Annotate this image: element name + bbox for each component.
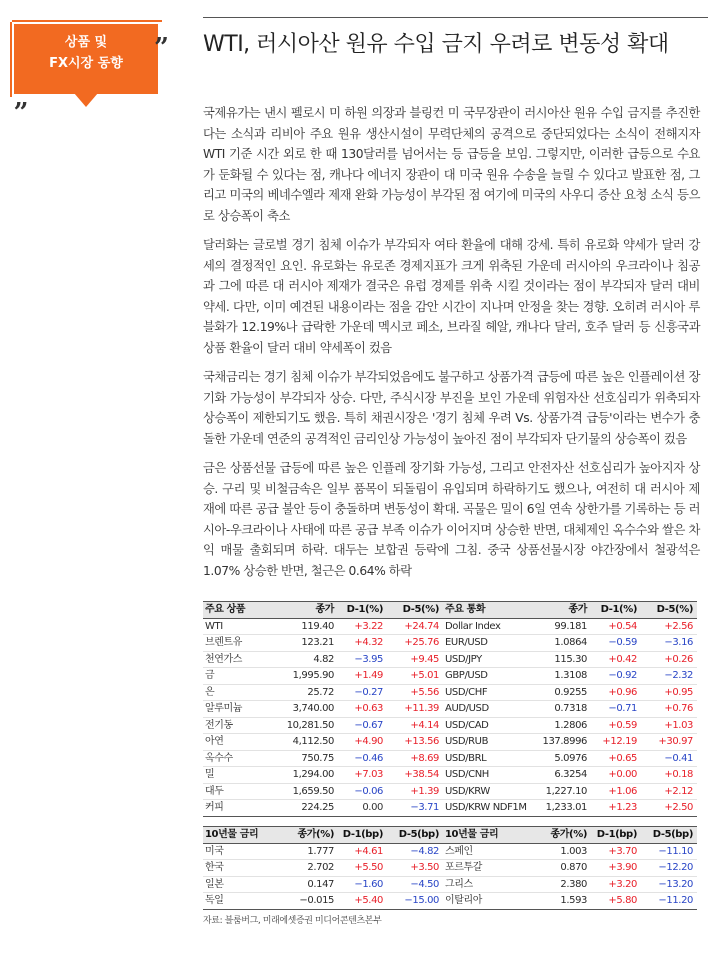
paragraph-metals: 금은 상품선물 급등에 따른 높은 인플레 장기화 가능성, 그리고 안전자산 선호심리가 높아지자 상승. 구리 및 비철금속은 일부 품목이 되돌림이 유입되며 하락하기도 했으나, 여전히 대 러시아 제재에 따른 공급 불안 등이 충돌하며 변동성이 확대. 곡물은 밀이 6일 연속 상한가를 기록하는 등 러시아-우크라이나 사태에 따른 공급 부족 이슈가 이어지며 상승한 반면, 대체제인 옥수수와 쌀은 차익 매물 출회되며 하락. 대두는 보합권 등락에 그침. 중국 상품선물시장 야간장에서 철광석은 1.07% 상승한 반면, 철근은 0.64% 하락 xyxy=(203,461,701,578)
table-cell: 224.25 xyxy=(265,800,338,817)
table-row xyxy=(203,618,697,635)
table-cell: 1,659.50 xyxy=(265,783,338,800)
table-row xyxy=(203,684,697,701)
table-cell: 옥수수 xyxy=(203,750,265,767)
table-row xyxy=(203,668,697,685)
table-cell: USD/KRW NDF1M xyxy=(443,800,527,817)
page-title: WTI, 러시아산 원유 수입 금지 우려로 변동성 확대 xyxy=(203,32,669,57)
table-cell: −0.46 xyxy=(338,750,387,767)
table-cell: 25.72 xyxy=(265,684,338,701)
commodity-fx-table xyxy=(203,601,697,817)
table-cell: −0.015 xyxy=(265,893,338,910)
paragraph-oil: 국제유가는 낸시 펠로시 미 하원 의장과 블링컨 미 국무장관이 러시아산 원유 수입 금지를 추진한다는 소식과 리비아 주요 원유 생산시설이 무력단체의 공격으로 중단되었다는 소식이 전해지자 WTI 기준 시간 외로 한 때 130달러를 넘어서는 등 급등을 보임. 그렇지만, 이러한 급등으로 수요가 둔화될 수 있다는 점, 캐나다 에너지 장관이 대 미국 원유 수송을 늘릴 수 있다고 발표한 점, 그리고 미국의 베네수엘라 제재 완화 가능성이 부각된 점 여기에 미국의 사우디 증산 요청 소식 등으로 상승폭이 축소 xyxy=(203,106,700,223)
table-cell: 전기동 xyxy=(203,717,265,734)
table-cell: 은 xyxy=(203,684,265,701)
table-cell: −0.06 xyxy=(338,783,387,800)
table-cell: 1.3108 xyxy=(527,668,591,685)
table-cell: +5.80 xyxy=(591,893,641,910)
table-cell: +1.06 xyxy=(591,783,641,800)
table-row xyxy=(203,701,697,718)
table-cell: −12.20 xyxy=(641,860,697,877)
table-cell: −0.67 xyxy=(338,717,387,734)
table-cell: 2.702 xyxy=(265,860,338,877)
table-cell: −0.71 xyxy=(591,701,641,718)
title-rule xyxy=(203,17,708,18)
table-cell: −11.10 xyxy=(641,843,697,860)
column-header: D-1(%) xyxy=(600,604,637,615)
table-cell: +7.03 xyxy=(338,767,387,784)
article-body xyxy=(203,103,700,590)
table-row xyxy=(203,800,697,817)
column-header: 10년물 금리 xyxy=(445,829,499,840)
table-cell: 1,995.90 xyxy=(265,668,338,685)
badge-line-1: 상품 및 xyxy=(64,35,108,50)
table-cell: +0.42 xyxy=(591,651,641,668)
badge-line-2: FX시장 동향 xyxy=(49,56,123,71)
table-cell: USD/KRW xyxy=(443,783,527,800)
table-cell: 이탈리아 xyxy=(443,893,527,910)
table-cell: +5.56 xyxy=(387,684,443,701)
table-cell: +3.20 xyxy=(591,876,641,893)
table-row xyxy=(203,860,697,877)
table-cell: −2.32 xyxy=(641,668,697,685)
table-cell: 0.9255 xyxy=(527,684,591,701)
column-header: 주요 상품 xyxy=(205,604,246,615)
table-cell: 0.00 xyxy=(338,800,387,817)
table-cell: 4.82 xyxy=(265,651,338,668)
table-cell: +1.03 xyxy=(641,717,697,734)
section-badge xyxy=(8,18,168,123)
table-cell: 금 xyxy=(203,668,265,685)
table-cell: −3.95 xyxy=(338,651,387,668)
table-cell: −3.71 xyxy=(387,800,443,817)
table-cell: +30.97 xyxy=(641,734,697,751)
table-cell: +24.74 xyxy=(387,618,443,635)
table-cell: +5.01 xyxy=(387,668,443,685)
column-header: 종가(%) xyxy=(550,829,587,840)
column-header: 10년물 금리 xyxy=(205,829,259,840)
table-cell: −1.60 xyxy=(338,876,387,893)
table-cell: AUD/USD xyxy=(443,701,527,718)
table-cell: −13.20 xyxy=(641,876,697,893)
column-header: D-5(bp) xyxy=(398,829,439,840)
table-cell: +2.12 xyxy=(641,783,697,800)
table-cell: +0.00 xyxy=(591,767,641,784)
column-header: D-1(%) xyxy=(346,604,383,615)
table-cell: +3.22 xyxy=(338,618,387,635)
table-cell: 1.593 xyxy=(527,893,591,910)
column-header: D-5(bp) xyxy=(652,829,693,840)
table-cell: EUR/USD xyxy=(443,635,527,652)
table-cell: 2.380 xyxy=(527,876,591,893)
table-cell: 0.7318 xyxy=(527,701,591,718)
table-cell: +0.63 xyxy=(338,701,387,718)
table-header-row xyxy=(203,827,697,844)
table-cell: +11.39 xyxy=(387,701,443,718)
table-cell: USD/CNH xyxy=(443,767,527,784)
table-cell: −3.16 xyxy=(641,635,697,652)
table-cell: +0.76 xyxy=(641,701,697,718)
column-header: D-1(bp) xyxy=(342,829,383,840)
table-cell: 1.0864 xyxy=(527,635,591,652)
table-row xyxy=(203,893,697,910)
table-row xyxy=(203,635,697,652)
table-cell: 한국 xyxy=(203,860,265,877)
table-cell: 115.30 xyxy=(527,651,591,668)
table-cell: −11.20 xyxy=(641,893,697,910)
table-cell: +0.59 xyxy=(591,717,641,734)
column-header: 종가(%) xyxy=(297,829,334,840)
table-row xyxy=(203,734,697,751)
table-cell: 123.21 xyxy=(265,635,338,652)
table-cell: 137.8996 xyxy=(527,734,591,751)
table-cell: 스페인 xyxy=(443,843,527,860)
column-header: D-1(bp) xyxy=(596,829,637,840)
table-cell: 알루미늄 xyxy=(203,701,265,718)
table-cell: +0.95 xyxy=(641,684,697,701)
table-cell: 대두 xyxy=(203,783,265,800)
table-row xyxy=(203,876,697,893)
table-cell: 천연가스 xyxy=(203,651,265,668)
table-cell: +1.39 xyxy=(387,783,443,800)
table-cell: GBP/USD xyxy=(443,668,527,685)
table-cell: 1.003 xyxy=(527,843,591,860)
table-cell: USD/BRL xyxy=(443,750,527,767)
table-cell: USD/JPY xyxy=(443,651,527,668)
table-cell: +0.96 xyxy=(591,684,641,701)
table-cell: +3.70 xyxy=(591,843,641,860)
table-header-row xyxy=(203,602,697,619)
table-cell: 아연 xyxy=(203,734,265,751)
table-cell: +4.14 xyxy=(387,717,443,734)
table-cell: USD/RUB xyxy=(443,734,527,751)
column-header: D-5(%) xyxy=(402,604,439,615)
table-cell: 커피 xyxy=(203,800,265,817)
table-cell: 0.147 xyxy=(265,876,338,893)
table-cell: +4.90 xyxy=(338,734,387,751)
table-cell: 미국 xyxy=(203,843,265,860)
table-cell: +2.50 xyxy=(641,800,697,817)
table-cell: −0.92 xyxy=(591,668,641,685)
column-header: 종가 xyxy=(568,604,587,615)
table-cell: 5.0976 xyxy=(527,750,591,767)
table-cell: +4.61 xyxy=(338,843,387,860)
badge-label xyxy=(14,32,158,74)
table-cell: 1,227.10 xyxy=(527,783,591,800)
table-cell: +38.54 xyxy=(387,767,443,784)
table-cell: +8.69 xyxy=(387,750,443,767)
table-cell: +5.50 xyxy=(338,860,387,877)
table-cell: +12.19 xyxy=(591,734,641,751)
table-cell: 750.75 xyxy=(265,750,338,767)
table-row xyxy=(203,767,697,784)
table-cell: 1,233.01 xyxy=(527,800,591,817)
table-cell: 독일 xyxy=(203,893,265,910)
table-cell: USD/CHF xyxy=(443,684,527,701)
table-cell: 119.40 xyxy=(265,618,338,635)
quote-close-icon: „ xyxy=(14,83,29,113)
table-cell: 포르투갈 xyxy=(443,860,527,877)
table-row xyxy=(203,783,697,800)
table-cell: +13.56 xyxy=(387,734,443,751)
table-cell: +0.65 xyxy=(591,750,641,767)
badge-border xyxy=(12,20,162,22)
column-header: 종가 xyxy=(315,604,334,615)
column-header: 주요 통화 xyxy=(445,604,486,615)
table-cell: USD/CAD xyxy=(443,717,527,734)
table-cell: +3.90 xyxy=(591,860,641,877)
table-row xyxy=(203,750,697,767)
table-cell: −0.27 xyxy=(338,684,387,701)
table-cell: 3,740.00 xyxy=(265,701,338,718)
table-cell: +0.54 xyxy=(591,618,641,635)
table-cell: WTI xyxy=(203,618,265,635)
table-cell: −15.00 xyxy=(387,893,443,910)
table-cell: −4.82 xyxy=(387,843,443,860)
quote-open-icon: ” xyxy=(154,33,169,63)
table-cell: +1.49 xyxy=(338,668,387,685)
badge-tail xyxy=(74,93,98,107)
table-cell: +2.56 xyxy=(641,618,697,635)
table-cell: +9.45 xyxy=(387,651,443,668)
table-cell: +3.50 xyxy=(387,860,443,877)
paragraph-fx: 달러화는 글로벌 경기 침체 이슈가 부각되자 여타 환율에 대해 강세. 특히 유로화 약세가 달러 강세의 결정적인 요인. 유로화는 유로존 경제지표가 크게 위축된 가운데 러시아의 우크라이나 침공과 그에 따른 대 러시아 제재가 결국은 유럽 경제를 위축 시킬 것이라는 점이 부각되자 달러 대비 약세. 다만, 이미 예견된 내용이라는 점을 감안 시간이 지나며 안정을 찾는 경향. 오히려 러시아 루블화가 12.19%나 급락한 가운데 멕시코 페소, 브라질 헤알, 캐나다 달러, 호주 달러 등 신흥국과 상품 환율이 달러 대비 약세폭이 컸음 xyxy=(203,238,700,355)
table-cell: −0.59 xyxy=(591,635,641,652)
table-cell: +25.76 xyxy=(387,635,443,652)
table-cell: +4.32 xyxy=(338,635,387,652)
table-row xyxy=(203,651,697,668)
table-cell: Dollar Index xyxy=(443,618,527,635)
table-cell: 브렌트유 xyxy=(203,635,265,652)
table-cell: +0.26 xyxy=(641,651,697,668)
table-cell: 4,112.50 xyxy=(265,734,338,751)
table-cell: −4.50 xyxy=(387,876,443,893)
table-cell: 6.3254 xyxy=(527,767,591,784)
source-note: 자료: 블룸버그, 미래에셋증권 미디어콘텐츠본부 xyxy=(203,916,382,926)
table-cell: −0.41 xyxy=(641,750,697,767)
table-cell: +1.23 xyxy=(591,800,641,817)
paragraph-rates: 국채금리는 경기 침체 이슈가 부각되었음에도 불구하고 상품가격 급등에 따른 높은 인플레이션 장기화 가능성이 부각되자 상승. 다만, 주식시장 부진을 보인 가운데 위험자산 선호심리가 위축되자 상승폭이 제한되기도 했음. 특히 채권시장은 '경기 침체 우려 Vs. 상품가격 급등'이라는 변수가 충돌한 가운데 연준의 공격적인 금리인상 가능성이 높아진 점이 부각되자 단기물의 상승폭이 컸음 xyxy=(203,370,700,446)
table-cell: 0.870 xyxy=(527,860,591,877)
table-cell: +5.40 xyxy=(338,893,387,910)
table-cell: 1.2806 xyxy=(527,717,591,734)
badge-border xyxy=(10,22,12,97)
table-cell: 그리스 xyxy=(443,876,527,893)
table-cell: 1,294.00 xyxy=(265,767,338,784)
table-cell: 일본 xyxy=(203,876,265,893)
table-cell: 밀 xyxy=(203,767,265,784)
table-row xyxy=(203,717,697,734)
column-header: D-5(%) xyxy=(656,604,693,615)
table-row xyxy=(203,843,697,860)
table-cell: 1.777 xyxy=(265,843,338,860)
bond-yield-table xyxy=(203,826,697,910)
table-cell: 10,281.50 xyxy=(265,717,338,734)
table-cell: +0.18 xyxy=(641,767,697,784)
table-cell: 99.181 xyxy=(527,618,591,635)
